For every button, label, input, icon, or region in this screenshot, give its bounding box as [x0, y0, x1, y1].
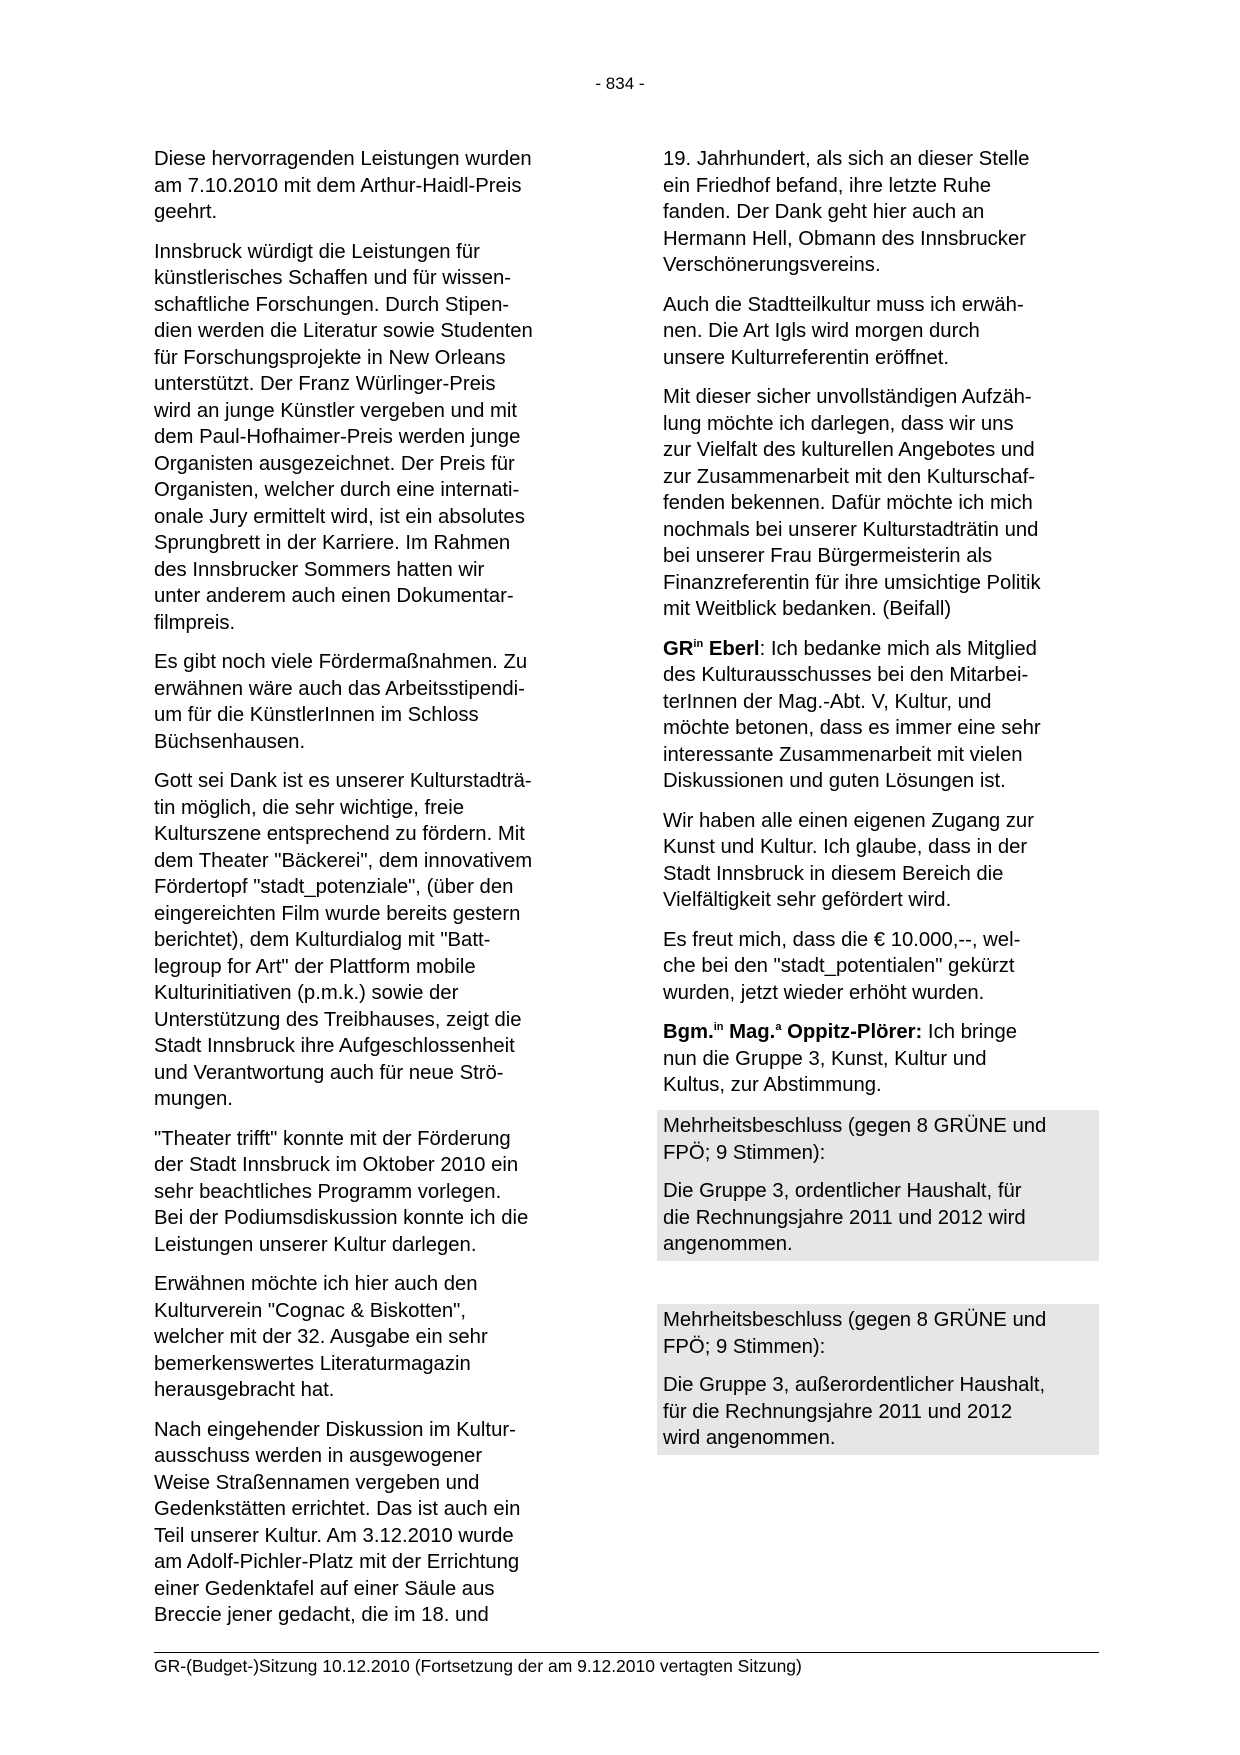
footer-divider [154, 1652, 1099, 1653]
paragraph: "Theater trifft" konnte mit der Förderung der Stadt Innsbruck im Oktober 2010 ein sehr beachtliches Programm vorlegen. Bei der Podiumsdiskussion konnte ich die Leistungen unserer Kultur darlegen. [154, 1127, 529, 1256]
paragraph: Erwähnen möchte ich hier auch den Kulturverein "Cognac & Biskotten", welcher mit der 32. Ausgabe ein sehr bemerkenswertes Literaturmagazin herausgebracht hat. [154, 1273, 488, 1401]
paragraph: Auch die Stadtteilkultur muss ich erwäh- nen. Die Art Igls wird morgen durch unsere Kulturreferentin eröffnet. [663, 293, 1024, 369]
speech-text: Ich bringe nun die Gruppe 3, Kunst, Kultur und Kultus, zur Abstimmung. [663, 1021, 1017, 1096]
speaker-name: Oppitz-Plörer: [781, 1021, 923, 1043]
resolution-box [657, 1110, 1099, 1261]
paragraph: Wir haben alle einen eigenen Zugang zur Kunst und Kultur. Ich glaube, dass in der Stadt Innsbruck in diesem Bereich die Vielfältigkeit sehr gefördert wird. [663, 809, 1034, 911]
speaker-title-2: Mag. [723, 1021, 776, 1043]
speech-eberl [663, 636, 1101, 795]
paragraph: 19. Jahrhundert, als sich an dieser Stelle ein Friedhof befand, ihre letzte Ruhe fanden. Der Dank geht hier auch an Hermann Hell, Obmann des Innsbrucker Verschönerungsvereins. [663, 148, 1030, 276]
paragraph: Diese hervorragenden Leistungen wurden am 7.10.2010 mit dem Arthur-Haidl-Preis geehrt. [154, 148, 532, 223]
paragraph: Nach eingehender Diskussion im Kultur- ausschuss werden in ausgewogener Weise Straßennamen vergeben und Gedenkstätten errichtet. Das ist auch ein Teil unserer Kultur. Am 3.12.2010 wurde am Adolf-Pichler-Platz mit der Errichtung einer Gedenktafel auf einer Säule aus Breccie jener gedacht, die im 18. und [154, 1418, 521, 1626]
resolution-vote: Mehrheitsbeschluss (gegen 8 GRÜNE und FPÖ; 9 Stimmen): [663, 1309, 1047, 1358]
resolution-text: Die Gruppe 3, außerordentlicher Haushalt, für die Rechnungsjahre 2011 und 2012 wird angenommen. [663, 1374, 1046, 1449]
paragraph: Mit dieser sicher unvollständigen Aufzäh- lung möchte ich darlegen, dass wir uns zur Vielfalt des kulturellen Angebotes und zur Zusammenarbeit mit den Kulturschaf- fenden bekennen. Dafür möchte ich mich nochmals bei unserer Kulturstadträtin und bei unserer Frau Bürgermeisterin als Finanzreferentin für ihre umsichtige Politik mit Weitblick bedanken. (Beifall) [663, 386, 1041, 620]
paragraph: Es freut mich, dass die € 10.000,--, wel- che bei den "stadt_potentialen" gekürzt wurden, jetzt wieder erhöht wurden. [663, 928, 1021, 1004]
right-column [663, 146, 1101, 1112]
speaker-title-2-suffix: a [775, 1021, 782, 1033]
speaker-title: GR [663, 637, 694, 660]
footer: GR-(Budget-)Sitzung 10.12.2010 (Fortsetzung der am 9.12.2010 vertagten Sitzung) [154, 1656, 802, 1676]
paragraph: Gott sei Dank ist es unserer Kulturstadträ- tin möglich, die sehr wichtige, freie Kulturszene entsprechend zu fördern. Mit dem Theater "Bäckerei", dem innovativem Fördertopf "stadt_potenziale", (über den eingereichten Film wurde bereits gestern berichtet), dem Kulturdialog mit "Batt- legroup for Art" der Plattform mobile Kulturinitiativen (p.m.k.) sowie der Unterstützung des Treibhauses, zeigt die Stadt Innsbruck ihre Aufgeschlossenheit und Verantwortung auch für neue Strö- mungen. [154, 770, 533, 1110]
speaker-name: Eberl [703, 637, 760, 660]
resolution-text: Die Gruppe 3, ordentlicher Haushalt, für die Rechnungsjahre 2011 und 2012 wird angenommen. [663, 1180, 1026, 1255]
speaker-title: Bgm. [663, 1021, 714, 1043]
left-column [154, 146, 592, 1642]
speaker-title-suffix: in [693, 637, 704, 650]
paragraph: Es gibt noch viele Fördermaßnahmen. Zu erwähnen wäre auch das Arbeitsstipendi- um für die KünstlerInnen im Schloss Büchsenhausen. [154, 651, 528, 753]
paragraph: Innsbruck würdigt die Leistungen für künstlerisches Schaffen und für wissen- schaftliche Forschungen. Durch Stipen- dien werden die Literatur sowie Studenten für Forschungsprojekte in New Orleans unterstützt. Der Franz Würlinger-Preis wird an junge Künstler vergeben und mit dem Paul-Hofhaimer-Preis werden junge Organisten ausgezeichnet. Der Preis für Organisten, welcher durch eine internati- onale Jury ermittelt wird, ist ein absolutes Sprungbrett in der Karriere. Im Rahmen des Innsbrucker Sommers hatten wir unter anderem auch einen Dokumentar- filmpreis. [154, 240, 533, 634]
resolution-vote: Mehrheitsbeschluss (gegen 8 GRÜNE und FPÖ; 9 Stimmen): [663, 1115, 1047, 1164]
speech-text: : Ich bedanke mich als Mitglied des Kulturausschusses bei den Mitarbei- terInnen der Mag.-Abt. V, Kultur, und möchte betonen, dass es immer eine sehr interessante Zusammenarbeit mit vielen Diskussionen und guten Lösungen ist. [663, 637, 1041, 792]
page-number: - 834 - [595, 74, 645, 93]
speech-oppitz [663, 1019, 1101, 1099]
speaker-title-suffix: in [713, 1021, 724, 1033]
resolution-box [657, 1304, 1099, 1455]
